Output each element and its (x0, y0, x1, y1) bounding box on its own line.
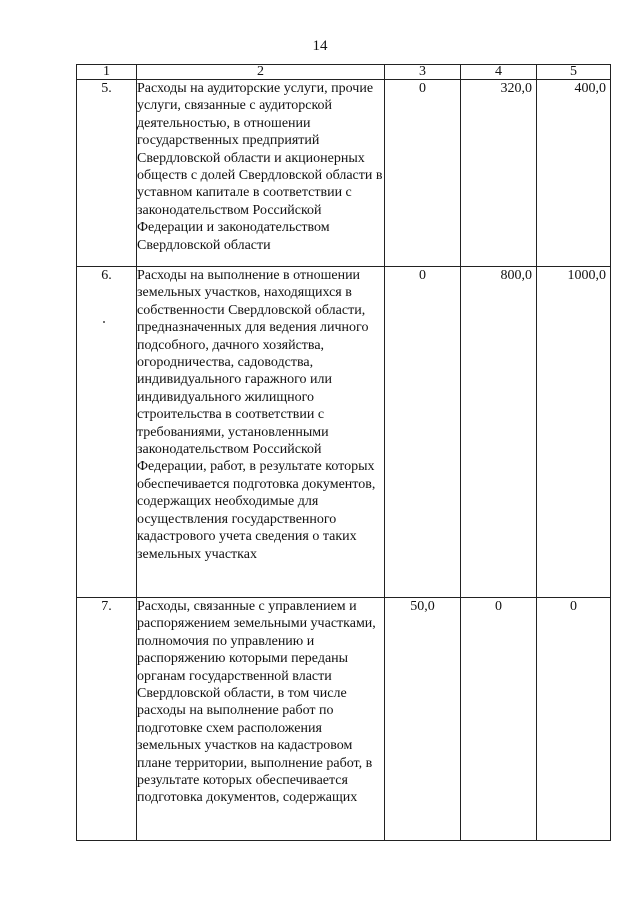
table-row (77, 598, 611, 841)
row-value-col3: 0 (385, 267, 461, 598)
row-value-col5: 0 (537, 598, 611, 841)
row-value-col5: 1000,0 (537, 267, 611, 598)
table-row (77, 80, 611, 267)
column-header-3: 3 (385, 65, 461, 80)
column-header-5: 5 (537, 65, 611, 80)
column-header-2: 2 (137, 65, 385, 80)
row-value-col3: 50,0 (385, 598, 461, 841)
column-header-1: 1 (77, 65, 137, 80)
row-description: Расходы на аудиторские услуги, прочие услуги, связанные с аудиторской деятельностью, в отношении государственных предприятий Свердловской области и акционерных обществ с долей Свердловской области в уставном капитале в соответствии с законодательством Российской Федерации и законодательством Свердловской области (137, 80, 385, 267)
row-description: Расходы на выполнение в отношении земельных участков, находящихся в собственности Свердловской области, предназначенных для ведения личного подсобного, дачного хозяйства, огородничества, садоводства, индивидуального гаражного или индивидуального жилищного строительства в соответствии с требованиями, установленными законодательством Российской Федерации, работ, в результате которых обеспечивается подготовка документов, содержащих необходимые для осуществления государственного кадастрового учета сведения о таких земельных участках (137, 267, 385, 598)
row-value-col4: 0 (461, 598, 537, 841)
row-number: 5. (77, 80, 137, 267)
row-number: 6. (77, 267, 137, 598)
column-header-4: 4 (461, 65, 537, 80)
row-number: 7. (77, 598, 137, 841)
row-value-col3: 0 (385, 80, 461, 267)
row-description: Расходы, связанные с управлением и распоряжением земельными участками, полномочия по управлению и распоряжению которыми переданы органам государственной власти Свердловской области, в том числе расходы на выполнение работ по подготовке схем расположения земельных участков на кадастровом плане территории, выполнение работ, в результате которых обеспечивается подготовка документов, содержащих (137, 598, 385, 841)
table-header-row (77, 65, 611, 80)
expenses-table (76, 64, 611, 841)
row-value-col4: 800,0 (461, 267, 537, 598)
row-value-col5: 400,0 (537, 80, 611, 267)
page-number: 14 (312, 38, 328, 54)
table-row (77, 267, 611, 598)
row-value-col4: 320,0 (461, 80, 537, 267)
scan-speck (103, 321, 105, 323)
